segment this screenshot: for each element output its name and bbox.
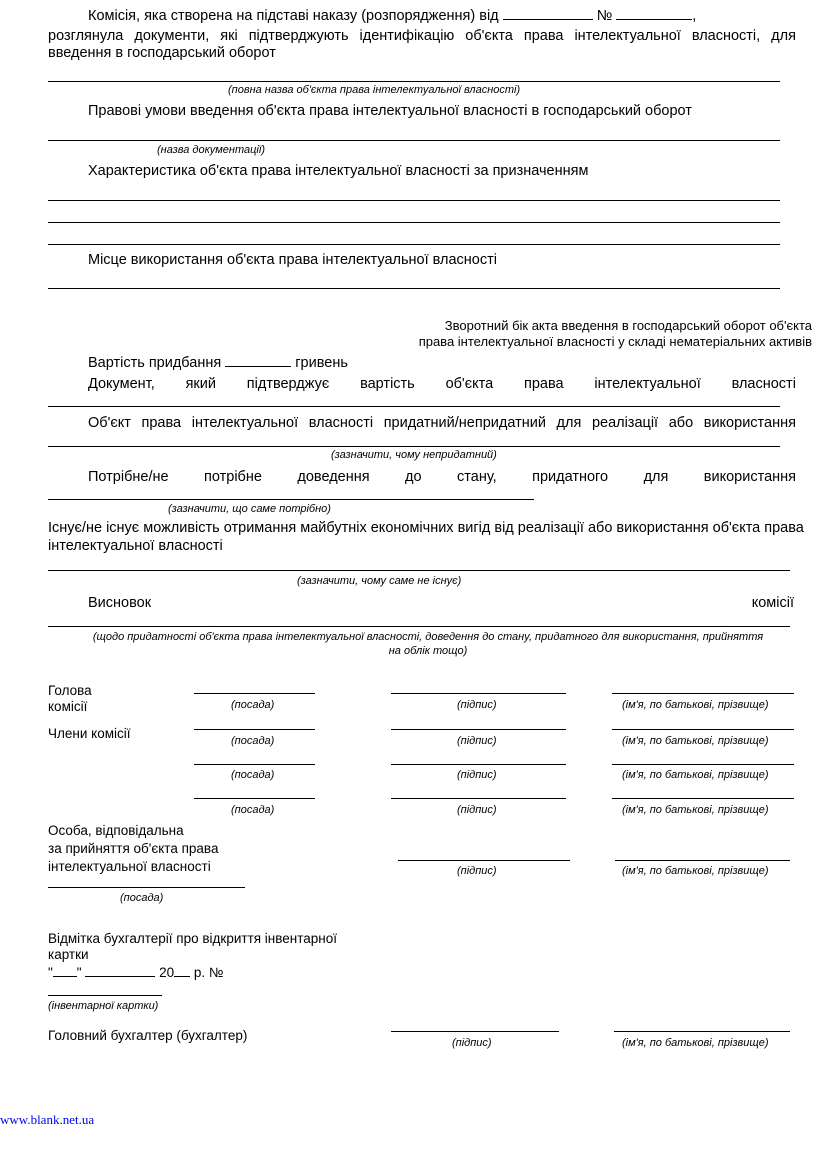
member1-position-field[interactable] (194, 729, 315, 730)
responsible-label-2: за прийняття об'єкта права (48, 841, 219, 856)
document-field[interactable] (48, 406, 780, 407)
refinement-word: до (405, 469, 422, 485)
hint-signature: (підпис) (457, 735, 497, 747)
order-number-field[interactable] (616, 6, 692, 20)
comma: , (692, 8, 697, 24)
intro-word: інтелектуальної (574, 28, 681, 44)
member1-signature-field[interactable] (391, 729, 566, 730)
suitability-field[interactable] (48, 446, 780, 447)
accounting-date-row (48, 963, 223, 981)
intro-word: які (220, 28, 238, 44)
reverse-note-line1: Зворотний бік акта введення в господарський оборот об'єкта (444, 318, 812, 333)
characteristics-field-1[interactable] (48, 200, 780, 201)
hint-signature: (підпис) (457, 804, 497, 816)
hint-position: (посада) (231, 735, 275, 747)
suitability-word: придатний/непридатний (383, 415, 546, 431)
suitability-word: інтелектуальної (191, 415, 299, 431)
member2-name-field[interactable] (612, 764, 794, 765)
chief-signature-field[interactable] (391, 1031, 559, 1032)
hint-position: (посада) (231, 804, 275, 816)
document-word: який (185, 376, 216, 392)
responsible-name-field[interactable] (615, 860, 790, 861)
number-sign: № (596, 8, 613, 24)
responsible-signature-field[interactable] (398, 860, 570, 861)
responsible-label-1: Особа, відповідальна (48, 823, 184, 838)
document-word: права (523, 376, 564, 392)
member2-signature-field[interactable] (391, 764, 566, 765)
intro-word: розглянула (48, 28, 124, 44)
characteristics-field-3[interactable] (48, 244, 780, 245)
responsible-position-field[interactable] (48, 887, 245, 888)
cost-row (88, 353, 348, 372)
intro-text: Комісія, яка створена на підставі наказу (розпорядження) від (88, 8, 499, 24)
chief-name-field[interactable] (614, 1031, 790, 1032)
hint-full-name: (повна назва об'єкта права інтелектуальної власності) (228, 84, 521, 96)
member3-position-field[interactable] (194, 798, 315, 799)
refinement-word: Потрібне/не (88, 469, 169, 485)
hint-refinement: (зазначити, що саме потрібно) (168, 503, 331, 515)
hint-position: (посада) (120, 892, 164, 904)
hint-benefits: (зазначити, чому саме не існує) (297, 575, 462, 587)
hint-name: (ім'я, по батькові, прізвище) (622, 769, 769, 781)
members-label: Члени комісії (48, 726, 131, 741)
suitability-word: права (141, 415, 182, 431)
member2-position-field[interactable] (194, 764, 315, 765)
legal-heading: Правові умови введення об'єкта права інтелектуальної власності в господарський оборот (88, 103, 692, 119)
chair-signature-field[interactable] (391, 693, 566, 694)
hint-signature: (підпис) (457, 769, 497, 781)
quote-open: " (48, 965, 53, 980)
chair-label-2: комісії (48, 699, 88, 714)
quote-close: " (76, 965, 82, 980)
intro-word: права (523, 28, 564, 44)
accounting-line1: Відмітка бухгалтерії про відкриття інвентарної (48, 931, 338, 946)
cost-label: Вартість придбання (88, 355, 222, 371)
hint-conclusion-2: на облік тощо) (388, 645, 468, 657)
hint-name: (ім'я, по батькові, прізвище) (622, 804, 769, 816)
intro-word: об'єкта (465, 28, 513, 44)
refinement-word: придатного (532, 469, 609, 485)
reverse-note-line2: права інтелектуальної власності у складі нематеріальних активів (418, 334, 812, 349)
hint-signature: (підпис) (457, 865, 497, 877)
hint-name: (ім'я, по батькові, прізвище) (622, 865, 769, 877)
document-word: підтверджує (246, 376, 330, 392)
responsible-label-3: інтелектуальної власності (48, 859, 211, 874)
place-field[interactable] (48, 288, 780, 289)
document-word: власності (731, 376, 796, 392)
year-prefix: 20 (159, 965, 175, 980)
card-number-label: р. № (193, 965, 224, 980)
hint-signature: (підпис) (457, 699, 497, 711)
chief-accountant-label: Головний бухгалтер (бухгалтер) (48, 1028, 248, 1043)
intro-word: підтверджують (248, 28, 349, 44)
benefits-line2: інтелектуальної власності (48, 538, 223, 554)
chair-name-field[interactable] (612, 693, 794, 694)
conclusion-field[interactable] (48, 626, 790, 627)
hint-unsuitable: (зазначити, чому непридатний) (331, 449, 497, 461)
refinement-line (88, 469, 796, 486)
year-field[interactable] (174, 963, 190, 977)
refinement-word: потрібне (204, 469, 262, 485)
documentation-field[interactable] (48, 140, 780, 141)
hint-name: (ім'я, по батькові, прізвище) (622, 735, 769, 747)
intro-word: документи, (134, 28, 210, 44)
suitability-word: використання (703, 415, 796, 431)
suitability-word: Об'єкт (88, 415, 131, 431)
month-field[interactable] (85, 963, 155, 977)
intro-word: власності, (691, 28, 761, 44)
intro-line2 (48, 28, 796, 45)
benefits-field[interactable] (48, 570, 790, 571)
suitability-line (88, 415, 796, 432)
suitability-word: для (556, 415, 582, 431)
cost-unit: гривень (295, 355, 348, 371)
member1-name-field[interactable] (612, 729, 794, 730)
characteristics-field-2[interactable] (48, 222, 780, 223)
document-line (88, 376, 796, 393)
hint-inventory-card: (інвентарної картки) (48, 1000, 159, 1012)
hint-signature: (підпис) (452, 1037, 492, 1049)
suitability-word: реалізації (591, 415, 659, 431)
conclusion-label: Висновок (88, 595, 152, 611)
place-heading: Місце використання об'єкта права інтелектуальної власності (88, 252, 497, 268)
accounting-line2: картки (48, 947, 89, 962)
footer-site-link[interactable]: www.blank.net.ua (0, 1112, 95, 1127)
hint-documentation: (назва документації) (157, 144, 265, 156)
member3-name-field[interactable] (612, 798, 794, 799)
hint-position: (посада) (231, 699, 275, 711)
refinement-field[interactable] (48, 499, 534, 500)
full-name-field[interactable] (48, 81, 780, 82)
document-word: об'єкта (445, 376, 494, 392)
intro-word: ідентифікацію (359, 28, 455, 44)
chair-position-field[interactable] (194, 693, 315, 694)
refinement-word: стану, (457, 469, 497, 485)
document-word: Документ, (88, 376, 155, 392)
document-word: вартість (360, 376, 415, 392)
suitability-word: або (668, 415, 694, 431)
characteristics-heading: Характеристика об'єкта права інтелектуальної власності за призначенням (88, 163, 589, 179)
hint-conclusion-1: (щодо придатності об'єкта права інтелектуальної власності, доведення до стану, придатного для використання, прийняття (92, 631, 764, 643)
refinement-word: для (643, 469, 669, 485)
inventory-card-field[interactable] (48, 995, 162, 996)
refinement-word: використання (703, 469, 796, 485)
intro-word: для (771, 28, 796, 44)
hint-name: (ім'я, по батькові, прізвище) (622, 1037, 769, 1049)
member3-signature-field[interactable] (391, 798, 566, 799)
conclusion-commission: комісії (751, 595, 794, 611)
document-word: інтелектуальної (594, 376, 701, 392)
cost-field[interactable] (225, 353, 291, 367)
hint-position: (посада) (231, 769, 275, 781)
day-field[interactable] (53, 963, 77, 977)
order-date-field[interactable] (503, 6, 593, 20)
intro-line3: введення в господарський оборот (48, 45, 276, 61)
benefits-line1: Існує/не існує можливість отримання майбутніх економічних вигід від реалізації або використання об'єкта права (48, 520, 804, 536)
refinement-word: доведення (297, 469, 370, 485)
suitability-word: власності (308, 415, 374, 431)
chair-label-1: Голова (48, 683, 92, 698)
intro-line1 (88, 6, 696, 25)
hint-name: (ім'я, по батькові, прізвище) (622, 699, 769, 711)
